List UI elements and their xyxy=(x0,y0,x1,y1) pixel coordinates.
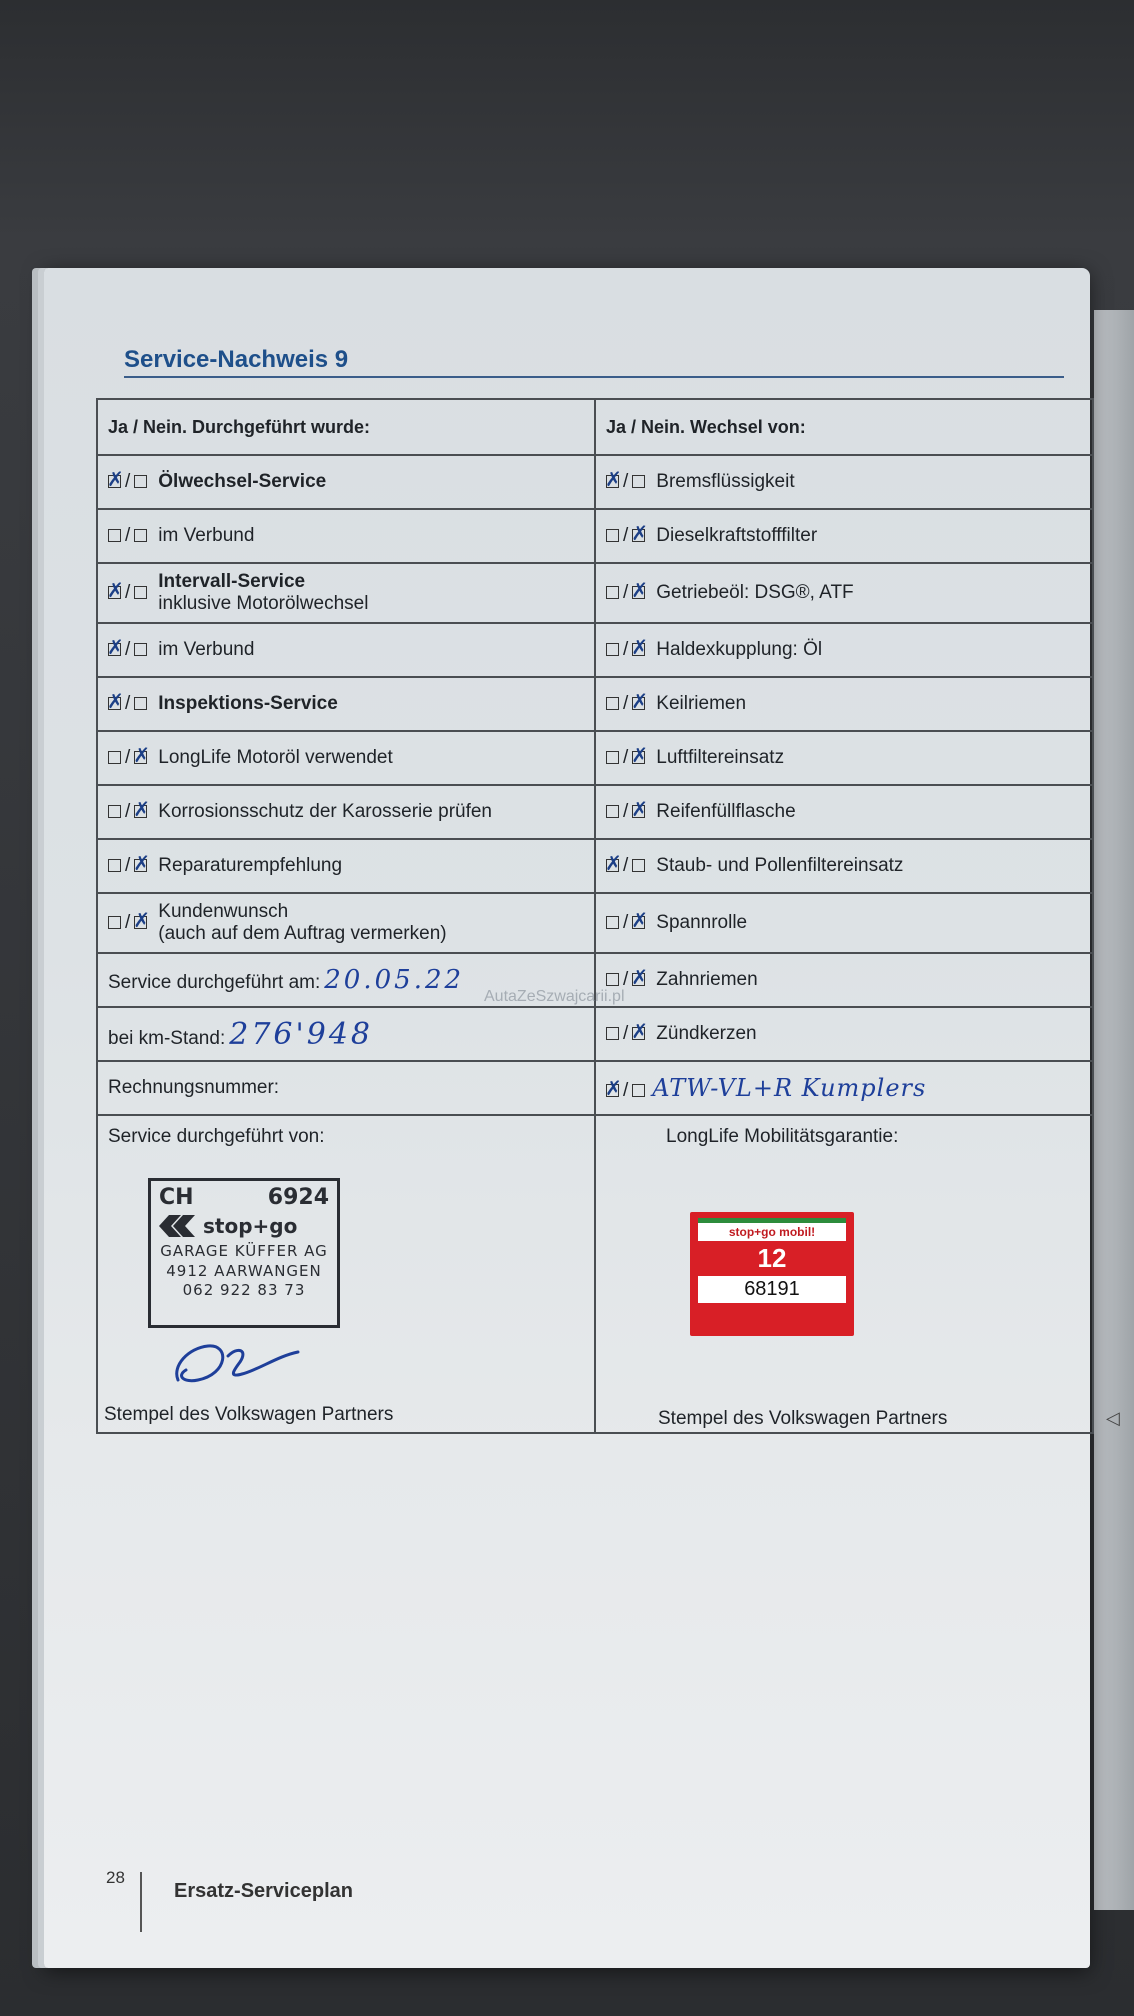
row-label: Getriebeöl: DSG®, ATF xyxy=(656,582,854,603)
row-label: Intervall-Service xyxy=(158,571,306,593)
stamp-line-2: 4912 AARWANGEN xyxy=(166,1261,322,1280)
right-cell: ✗ / Bremsflüssigkeit xyxy=(595,455,1093,509)
table-row xyxy=(97,893,1093,953)
row-label: Haldexkupplung: Öl xyxy=(656,639,823,660)
left-cell: ✗/ Inspektions-Service xyxy=(97,677,595,731)
checkbox-yes[interactable] xyxy=(108,529,121,542)
vignette-number: 12 xyxy=(757,1243,787,1273)
checkbox-no[interactable] xyxy=(134,805,147,818)
mobility-label: LongLife Mobilitätsgarantie: xyxy=(666,1126,899,1147)
row-label: Bremsflüssigkeit xyxy=(656,471,795,492)
right-cell: /✗ Zündkerzen xyxy=(595,1007,1093,1061)
partner-stamp-label-right: Stempel des Volkswagen Partners xyxy=(658,1408,948,1429)
checkbox-no[interactable] xyxy=(134,751,147,764)
extra-note: ATW-VL+R Kumplers xyxy=(652,1074,927,1102)
checkbox-no[interactable] xyxy=(632,805,645,818)
row-label: Inspektions-Service xyxy=(158,693,338,714)
garage-stamp xyxy=(148,1178,340,1328)
right-cell: /✗ Keilriemen xyxy=(595,677,1093,731)
row-label: Ölwechsel-Service xyxy=(158,471,327,492)
checkbox-no[interactable] xyxy=(134,529,147,542)
page-number: 28 xyxy=(106,1868,125,1887)
checkbox-yes[interactable] xyxy=(606,916,619,929)
checkbox-yes[interactable] xyxy=(108,475,121,488)
performed-by-label: Service durchgeführt von: xyxy=(108,1126,325,1147)
checkbox-yes[interactable] xyxy=(606,475,619,488)
row-label: Zündkerzen xyxy=(656,1023,757,1044)
checkbox-no[interactable] xyxy=(632,529,645,542)
checkbox-no[interactable] xyxy=(632,1027,645,1040)
table-row xyxy=(97,623,1093,677)
triangle-marker-icon: ◁ xyxy=(1106,1408,1120,1428)
row-label: Spannrolle xyxy=(656,912,748,933)
checkbox-yes[interactable] xyxy=(108,751,121,764)
left-cell: /✗ Reparaturempfehlung xyxy=(97,839,595,893)
table-row xyxy=(97,731,1093,785)
checkbox-no[interactable] xyxy=(134,859,147,872)
checkbox-yes[interactable] xyxy=(606,751,619,764)
checkbox-yes[interactable] xyxy=(606,973,619,986)
table-row xyxy=(97,563,1093,623)
table-row xyxy=(97,1007,1093,1061)
mobility-cell xyxy=(595,1115,1093,1433)
checkbox-no[interactable] xyxy=(134,643,147,656)
row-label: LongLife Motoröl verwendet xyxy=(158,747,393,768)
stamp-country: CH xyxy=(159,1185,194,1210)
checkbox-no[interactable] xyxy=(134,586,147,599)
left-cell: ✗/ im Verbund xyxy=(97,623,595,677)
checkbox-yes[interactable] xyxy=(606,859,619,872)
partner-stamp-label-left: Stempel des Volkswagen Partners xyxy=(104,1404,394,1425)
left-cell: /✗ LongLife Motoröl verwendet xyxy=(97,731,595,785)
km-value: 276'948 xyxy=(229,1016,374,1052)
km-label: bei km-Stand: xyxy=(108,1027,226,1049)
stop-go-logo-icon xyxy=(159,1215,199,1237)
row-label: Reifenfüllflasche xyxy=(656,801,796,822)
vignette-code: 68191 xyxy=(698,1276,846,1303)
checkbox-no[interactable] xyxy=(632,475,645,488)
checkbox-no[interactable] xyxy=(632,697,645,710)
row-label: Korrosionsschutz der Karosserie prüfen xyxy=(158,801,492,822)
left-cell: /✗ Korrosionsschutz der Karosserie prüfen xyxy=(97,785,595,839)
row-label: Dieselkraftstofffilter xyxy=(656,525,818,546)
checkbox-yes[interactable] xyxy=(606,643,619,656)
checkbox-no[interactable] xyxy=(632,643,645,656)
stamp-brand: stop+go xyxy=(203,1214,298,1238)
right-cell: /✗ Luftfiltereinsatz xyxy=(595,731,1093,785)
row-label: im Verbund xyxy=(158,639,255,660)
checkbox-no[interactable] xyxy=(632,1084,645,1097)
signature xyxy=(168,1336,308,1386)
checkbox-no[interactable] xyxy=(632,973,645,986)
table-row xyxy=(97,785,1093,839)
right-cell: /✗ Haldexkupplung: Öl xyxy=(595,623,1093,677)
mobility-vignette xyxy=(690,1212,854,1336)
checkbox-no[interactable] xyxy=(632,859,645,872)
row-label: Zahnriemen xyxy=(656,969,758,990)
checkbox-yes[interactable] xyxy=(606,805,619,818)
footer-divider xyxy=(140,1872,142,1932)
table-row xyxy=(97,839,1093,893)
title-divider xyxy=(124,376,1064,378)
stamp-number: 6924 xyxy=(267,1185,329,1210)
checkbox-no[interactable] xyxy=(134,697,147,710)
checkbox-yes[interactable] xyxy=(108,805,121,818)
checkbox-no[interactable] xyxy=(632,751,645,764)
invoice-label: Rechnungsnummer: xyxy=(108,1077,280,1098)
checkbox-yes[interactable] xyxy=(108,859,121,872)
checkbox-yes[interactable] xyxy=(606,1027,619,1040)
right-cell: /✗ Dieselkraftstofffilter xyxy=(595,509,1093,563)
stamp-row xyxy=(97,1115,1093,1433)
checkbox-yes[interactable] xyxy=(108,916,121,929)
watermark: AutaZeSzwajcarii.pl xyxy=(484,988,625,1005)
service-date-value: 20.05.22 xyxy=(324,965,465,995)
right-cell: /✗ Reifenfüllflasche xyxy=(595,785,1093,839)
checkbox-yes[interactable] xyxy=(606,1084,619,1097)
checkbox-no[interactable] xyxy=(134,916,147,929)
checkbox-yes[interactable] xyxy=(108,586,121,599)
service-form-table xyxy=(96,398,1094,1434)
row-label: Staub- und Pollenfiltereinsatz xyxy=(656,855,904,876)
right-cell: /✗ Zahnriemen xyxy=(595,953,1093,1007)
checkbox-yes[interactable] xyxy=(606,697,619,710)
stamp-line-3: 062 922 83 73 xyxy=(182,1281,306,1299)
checkbox-yes[interactable] xyxy=(108,643,121,656)
table-row xyxy=(97,677,1093,731)
row-sublabel: (auch auf dem Auftrag vermerken) xyxy=(158,923,447,944)
left-cell: /✗Kundenwunsch (auch auf dem Auftrag vermerken) xyxy=(97,893,595,953)
left-cell: ✗/ Ölwechsel-Service xyxy=(97,455,595,509)
extra-cell: ✗ / ATW-VL+R Kumplers xyxy=(595,1061,1093,1115)
checkbox-no[interactable] xyxy=(632,916,645,929)
right-header: Ja / Nein. Wechsel von: xyxy=(595,399,1093,455)
row-label: Luftfiltereinsatz xyxy=(656,747,785,768)
checkbox-yes[interactable] xyxy=(606,529,619,542)
row-label: Reparaturempfehlung xyxy=(158,855,343,876)
service-date-label: Service durchgeführt am: xyxy=(108,972,321,993)
page-title: Service-Nachweis 9 xyxy=(124,346,349,373)
row-sublabel: inklusive Motorölwechsel xyxy=(158,593,369,614)
row-label: Kundenwunsch xyxy=(158,901,289,923)
checkbox-yes[interactable] xyxy=(606,586,619,599)
performed-by-cell xyxy=(97,1115,595,1433)
checkbox-no[interactable] xyxy=(632,586,645,599)
invoice-cell xyxy=(97,1061,595,1115)
row-label: im Verbund xyxy=(158,525,255,546)
left-cell: / im Verbund xyxy=(97,509,595,563)
stamp-line-1: GARAGE KÜFFER AG xyxy=(160,1242,328,1260)
left-cell: ✗/Intervall-Service inklusive Motorölwechsel xyxy=(97,563,595,623)
footer-title: Ersatz-Serviceplan xyxy=(174,1880,353,1902)
table-row xyxy=(97,455,1093,509)
left-header: Ja / Nein. Durchgeführt wurde: xyxy=(97,399,595,455)
table-row xyxy=(97,509,1093,563)
row-label: Keilriemen xyxy=(656,693,747,714)
next-page-edge xyxy=(1094,310,1134,1910)
right-cell: /✗ Spannrolle xyxy=(595,893,1093,953)
right-cell: /✗ Getriebeöl: DSG®, ATF xyxy=(595,563,1093,623)
table-row xyxy=(97,1061,1093,1115)
table-header-row xyxy=(97,399,1093,455)
service-booklet-page xyxy=(44,268,1120,1968)
right-cell: ✗ / Staub- und Pollenfiltereinsatz xyxy=(595,839,1093,893)
checkbox-yes[interactable] xyxy=(108,697,121,710)
vignette-brand: stop+go mobil! xyxy=(698,1218,846,1241)
checkbox-no[interactable] xyxy=(134,475,147,488)
km-cell xyxy=(97,1007,595,1061)
